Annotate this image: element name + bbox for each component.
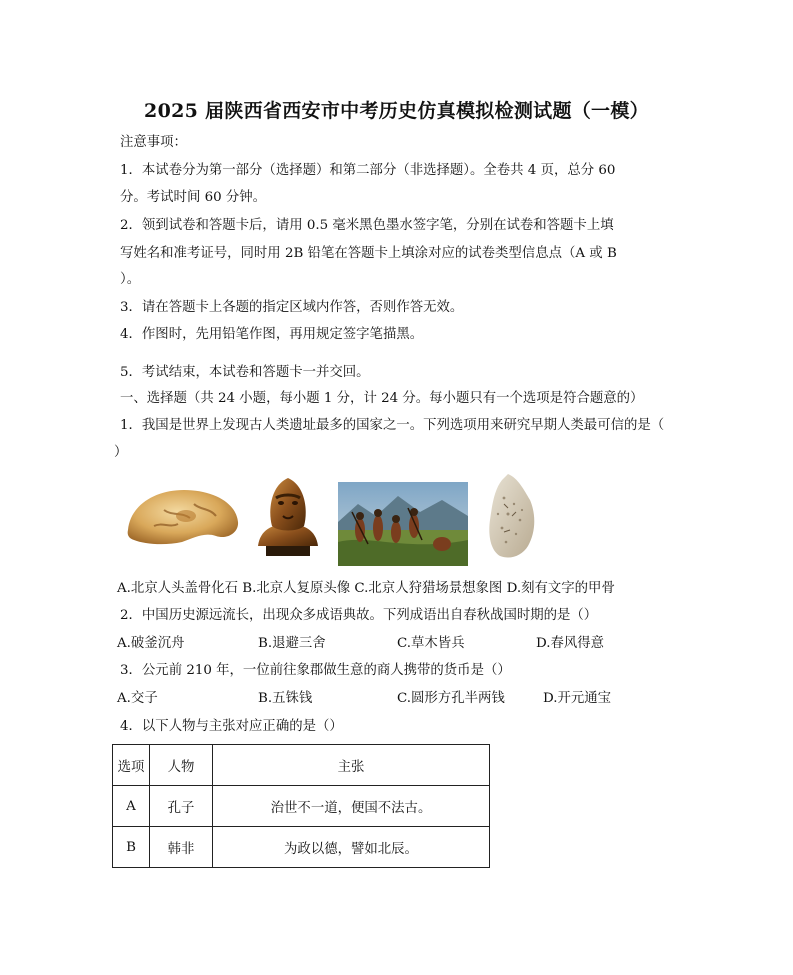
question-3-option-b: B.五铢钱 <box>258 691 313 706</box>
hunting-scene-painting-image <box>338 482 468 566</box>
notice-line: 2．领到试卷和答题卡后，请用 0.5 毫米黑色墨水签字笔，分别在试卷和答题卡上填 <box>120 218 614 233</box>
notice-line: 4．作图时，先用铅笔作图，再用规定签字笔描黑。 <box>120 327 424 342</box>
table-cell: 治世不一道，便国不法古。 <box>213 786 490 827</box>
notice-line: ）。 <box>120 272 141 287</box>
table-cell: B <box>113 827 150 868</box>
question-2-option-a: A.破釜沉舟 <box>117 636 185 651</box>
notice-line: 3．请在答题卡上各题的指定区域内作答，否则作答无效。 <box>120 300 464 315</box>
notice-line: 5．考试结束，本试卷和答题卡一并交回。 <box>120 365 370 380</box>
table-header-row <box>113 745 490 786</box>
exam-title: 2025 届陕西省西安市中考历史仿真模拟检测试题（一模） <box>144 100 649 122</box>
table-header-cell: 主张 <box>213 745 490 786</box>
question-3-stem: 3．公元前 210 年，一位前往象郡做生意的商人携带的货币是（） <box>120 663 511 678</box>
notice-line: 分。考试时间 60 分钟。 <box>120 190 267 205</box>
table-cell: 孔子 <box>150 786 213 827</box>
notice-line: 1．本试卷分为第一部分（选择题）和第二部分（非选择题）。全卷共 4 页，总分 60 <box>120 163 616 178</box>
question-1-options: A.北京人头盖骨化石 B.北京人复原头像 C.北京人狩猎场景想象图 D.刻有文字的甲骨 <box>117 581 615 596</box>
question-4-stem: 4．以下人物与主张对应正确的是（） <box>120 719 343 734</box>
table-cell: 韩非 <box>150 827 213 868</box>
section-heading: 一、选择题（共 24 小题，每小题 1 分，计 24 分。每小题只有一个选项是符合题意的） <box>120 391 644 406</box>
skull-fossil-image <box>124 486 242 548</box>
oracle-bone-image <box>484 470 540 562</box>
table-cell: 为政以德，譬如北辰。 <box>213 827 490 868</box>
table-header-cell: 选项 <box>113 745 150 786</box>
question-2-stem: 2．中国历史源远流长，出现众多成语典故。下列成语出自春秋战国时期的是（） <box>120 608 598 623</box>
table-header-cell: 人物 <box>150 745 213 786</box>
question-1-stem-tail: ） <box>114 445 128 460</box>
table-cell: A <box>113 786 150 827</box>
question-2-option-d: D.春风得意 <box>536 636 605 651</box>
question-3-option-d: D.开元通宝 <box>543 691 612 706</box>
table-row <box>113 786 490 827</box>
question-1-stem: 1．我国是世界上发现古人类遗址最多的国家之一。下列选项用来研究早期人类最可信的是（ <box>120 418 665 433</box>
question-2-option-b: B.退避三舍 <box>258 636 326 651</box>
question-3-option-c: C.圆形方孔半两钱 <box>397 691 505 706</box>
table-row <box>113 827 490 868</box>
notice-heading: 注意事项： <box>120 135 187 150</box>
bust-statue-image <box>250 472 326 558</box>
question-4-table <box>112 744 490 868</box>
notice-line: 写姓名和准考证号，同时用 2B 铅笔在答题卡上填涂对应的试卷类型信息点（A 或 B <box>120 246 617 261</box>
question-3-option-a: A.交子 <box>117 691 158 706</box>
question-2-option-c: C.草木皆兵 <box>397 636 465 651</box>
